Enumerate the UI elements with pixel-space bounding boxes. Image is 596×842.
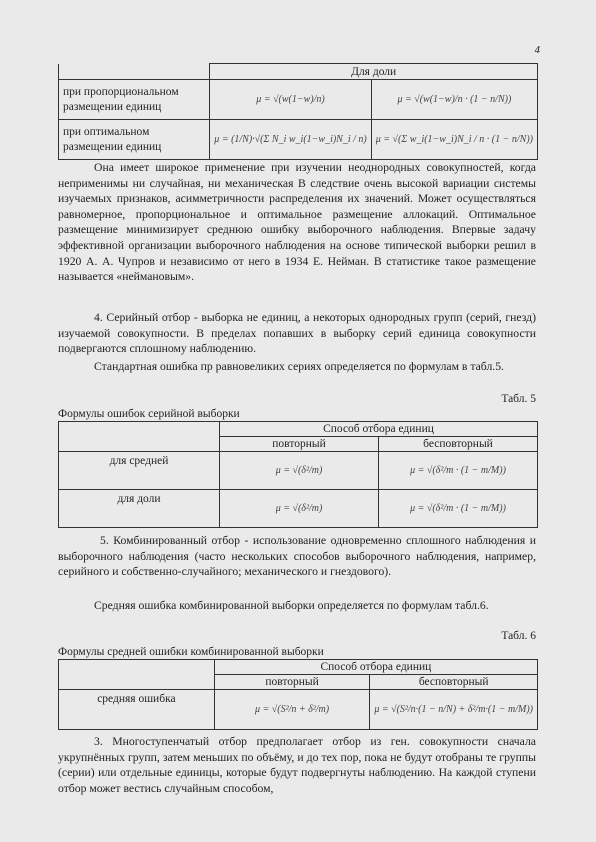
formula-optimal-repeat: μ = (1/N)·√(Σ N_i w_i(1−w_i)N_i / n) <box>210 120 371 160</box>
table6-empty-cell <box>59 660 215 690</box>
table-header-share: Для доли <box>210 64 538 80</box>
row-label-proportional: при пропорциональном размещении единиц <box>59 80 210 120</box>
formula-serial-mean-repeat: μ = √(δ²/m) <box>220 452 379 490</box>
table6-method-header: Способ отбора единиц <box>214 660 537 675</box>
paragraph-combined-sampling: 5. Комбинированный отбор - использование одновременно сплошного наблюдения и выборочного наблюдения (часто нескольких способов выборочного наблюдения, например, серийного и собственно-случайного; механического и гнездового). <box>58 534 536 579</box>
formula-serial-share-nonrepeat: μ = √(δ²/m · (1 − m/M)) <box>379 490 538 528</box>
table5-col-repeat: повторный <box>220 437 379 452</box>
table-combined-formulas <box>58 659 538 730</box>
table-share-formulas <box>58 63 538 160</box>
paragraph-multistage-sampling: 3. Многоступенчатый отбор предполагает отбор из ген. совокупности сначала укрупнённых групп, затем меньших по объёму, и до тех пор, пока не будут отобраны те группы (серии) или отдельные единицы, которые будут подвергнуты наблюдению. На каждой ступени отбор может вестись случайным способом, <box>58 735 536 795</box>
row-label-optimal: при оптимальном размещении единиц <box>59 120 210 160</box>
table-serial-formulas <box>58 421 538 528</box>
table5-empty-cell <box>59 422 220 452</box>
table5-label: Табл. 5 <box>501 393 536 405</box>
paragraph-standard-error: Стандартная ошибка пр равновеликих сериях определяется по формулам в табл.5. <box>94 360 504 373</box>
paragraph-combined-error: Средняя ошибка комбинированной выборки определяется по формулам табл.6. <box>94 599 489 612</box>
table5-row-share: для доли <box>59 490 220 528</box>
page-number: 4 <box>534 44 540 56</box>
table5-row-mean: для средней <box>59 452 220 490</box>
table5-col-nonrepeat: бесповторный <box>379 437 538 452</box>
table6-col-repeat: повторный <box>214 675 370 690</box>
formula-optimal-nonrepeat: μ = √(Σ w_i(1−w_i)N_i / n · (1 − n/N)) <box>371 120 537 160</box>
table6-caption: Формулы средней ошибки комбинированной выборки <box>58 646 324 658</box>
formula-proportional-repeat: μ = √(w(1−w)/n) <box>210 80 371 120</box>
paragraph-typical-sampling: Она имеет широкое применение при изучении неоднородных совокупностей, когда неприменимы ни случайная, ни механическая В следствие очень высокой вариации системы изучаемых признаков, асимметричности распределения их значений. Может осуществляться равномерное, пропорциональное и оптимальное размещение аллокаций. Оптимальное размещение минимизирует среднюю ошибку выборочного наблюдения. Впервые задачу эффективной организации выборочного наблюдения на основе типической выборки решил в 1920 А. А. Чупров и независимо от него в 1934 Е. Нейман. В статистике такое размещение называется «неймановым». <box>58 161 536 284</box>
formula-serial-mean-nonrepeat: μ = √(δ²/m · (1 − m/M)) <box>379 452 538 490</box>
table-empty-header-cell <box>59 64 210 80</box>
formula-combined-nonrepeat: μ = √(S²/n·(1 − n/N) + δ²/m·(1 − m/M)) <box>370 690 538 730</box>
table6-label: Табл. 6 <box>501 630 536 642</box>
formula-proportional-nonrepeat: μ = √(w(1−w)/n · (1 − n/N)) <box>371 80 537 120</box>
paragraph-serial-sampling: 4. Серийный отбор - выборка не единиц, а некоторых однородных групп (серий, гнезд) изучаемой совокупности. В пределах попавших в выборку серий единица совокупности подвергаются сплошному наблюдению. <box>58 311 536 356</box>
table5-method-header: Способ отбора единиц <box>220 422 538 437</box>
formula-serial-share-repeat: μ = √(δ²/m) <box>220 490 379 528</box>
table5-caption: Формулы ошибок серийной выборки <box>58 408 240 420</box>
formula-combined-repeat: μ = √(S²/n + δ²/m) <box>214 690 370 730</box>
table6-row-mean-error: средняя ошибка <box>59 690 215 730</box>
table6-col-nonrepeat: бесповторный <box>370 675 538 690</box>
